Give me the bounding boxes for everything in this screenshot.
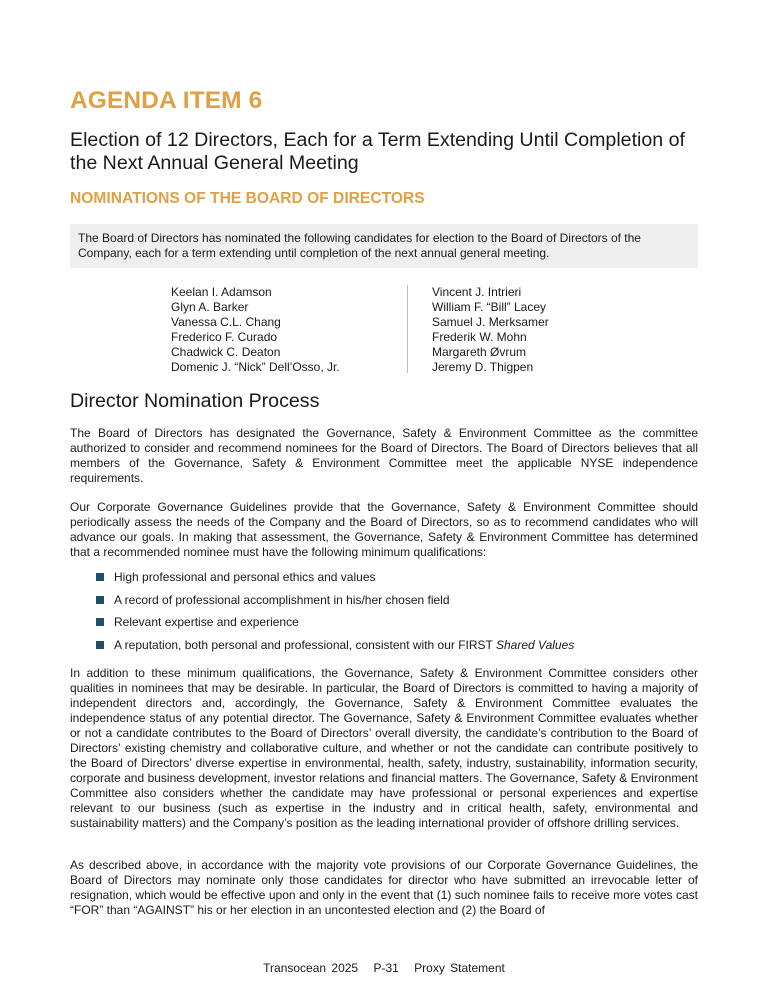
director-nomination-heading: Director Nomination Process xyxy=(70,390,320,412)
qualifications-list xyxy=(96,570,574,660)
qualification-text: High professional and personal ethics and values xyxy=(114,570,376,584)
nominee-name: Chadwick C. Deaton xyxy=(171,345,281,359)
square-bullet-icon xyxy=(96,641,104,649)
nominee-name: William F. “Bill” Lacey xyxy=(432,300,547,314)
qualification-item xyxy=(96,593,574,616)
nominee-name: Jeremy D. Thigpen xyxy=(432,360,534,374)
page-footer xyxy=(0,961,768,975)
nominee-name: Vincent J. Intrieri xyxy=(432,285,522,299)
nominee-name: Vanessa C.L. Chang xyxy=(171,315,281,329)
nominations-heading: NOMINATIONS OF THE BOARD OF DIRECTORS xyxy=(70,190,425,207)
qualification-text: A reputation, both personal and professional, consistent with our FIRST xyxy=(114,637,496,652)
nomination-paragraph-1: The Board of Directors has designated the Governance, Safety & Environment Committee as the committee authorized to consider and recommend nominees for the Board of Directors. The Board of Directors believes that all members of the Governance, Safety & Environment Committee meet the applicable NYSE independence requirements. xyxy=(70,426,698,485)
footer-page-number: P-31 xyxy=(373,961,399,975)
nominee-list-right xyxy=(432,285,549,375)
nominations-intro-text: The Board of Directors has nominated the following candidates for election to the Board of Directors of the Company, each for a term extending until completion of the next annual general meeting. xyxy=(78,231,641,260)
nomination-paragraph-3: In addition to these minimum qualifications, the Governance, Safety & Environment Committee considers other qualities in nominees that may be desirable. In particular, the Board of Directors is committed to having a majority of independent directors and, accordingly, the Governance, Safety & Environment Committee evaluates the independence status of any potential director. The Governance, Safety & Environment Committee evaluates whether or not a candidate contributes to the Board of Directors’ overall diversity, the candidate’s contribution to the Board of Directors’ existing chemistry and collaborative culture, and whether or not the candidate can contribute positively to the Board of Directors’ diverse expertise in environmental, health, safety, industry, sustainability, information security, corporate and business development, investor relations and financial matters. The Governance, Safety & Environment Committee also considers whether the candidate may have professional or personal experiences and expertise relevant to our business (such as expertise in the industry and in critical health, safety, environmental and sustainability matters) and the Company’s position as the leading international provider of offshore drilling services. xyxy=(70,666,698,830)
nominations-intro-box xyxy=(70,224,698,268)
qualification-item xyxy=(96,638,574,661)
qualification-text: Relevant expertise and experience xyxy=(114,615,299,629)
shared-values-text: Shared Values xyxy=(496,637,575,652)
nominee-list-left xyxy=(171,285,340,375)
qualification-item xyxy=(96,615,574,638)
nominee-name: Domenic J. “Nick” Dell’Osso, Jr. xyxy=(171,360,340,374)
agenda-item-title: Election of 12 Directors, Each for a Term Extending Until Completion of the Next Annual General Meeting xyxy=(70,129,685,174)
qualification-text: A record of professional accomplishment in his/her chosen field xyxy=(114,592,450,607)
nominee-name: Keelan I. Adamson xyxy=(171,285,272,299)
nominee-column-divider xyxy=(407,285,408,373)
nominee-name: Frederik W. Mohn xyxy=(432,330,527,344)
qualification-item xyxy=(96,570,574,593)
square-bullet-icon xyxy=(96,573,104,581)
footer-company: Transocean 2025 xyxy=(263,961,359,975)
footer-document-title: Proxy Statement xyxy=(414,961,505,975)
nomination-paragraph-4: As described above, in accordance with the majority vote provisions of our Corporate Governance Guidelines, the Board of Directors may nominate only those candidates for director who have submitted an irrevocable letter of resignation, which would be effective upon and only in the event that (1) such nominee fails to receive more votes cast “FOR” than “AGAINST” his or her election in an uncontested election and (2) the Board of xyxy=(70,858,698,917)
agenda-heading: AGENDA ITEM 6 xyxy=(70,87,263,114)
square-bullet-icon xyxy=(96,596,104,604)
nominee-name: Frederico F. Curado xyxy=(171,330,278,344)
nomination-paragraph-2: Our Corporate Governance Guidelines provide that the Governance, Safety & Environment Committee should periodically assess the needs of the Company and the Board of Directors, so as to recommend candidates who will advance our goals. In making that assessment, the Governance, Safety & Environment Committee has determined that a recommended nominee must have the following minimum qualifications: xyxy=(70,500,698,559)
nominee-name: Samuel J. Merksamer xyxy=(432,315,549,329)
nominee-name: Glyn A. Barker xyxy=(171,300,249,314)
nominee-name: Margareth Øvrum xyxy=(432,345,527,359)
square-bullet-icon xyxy=(96,618,104,626)
